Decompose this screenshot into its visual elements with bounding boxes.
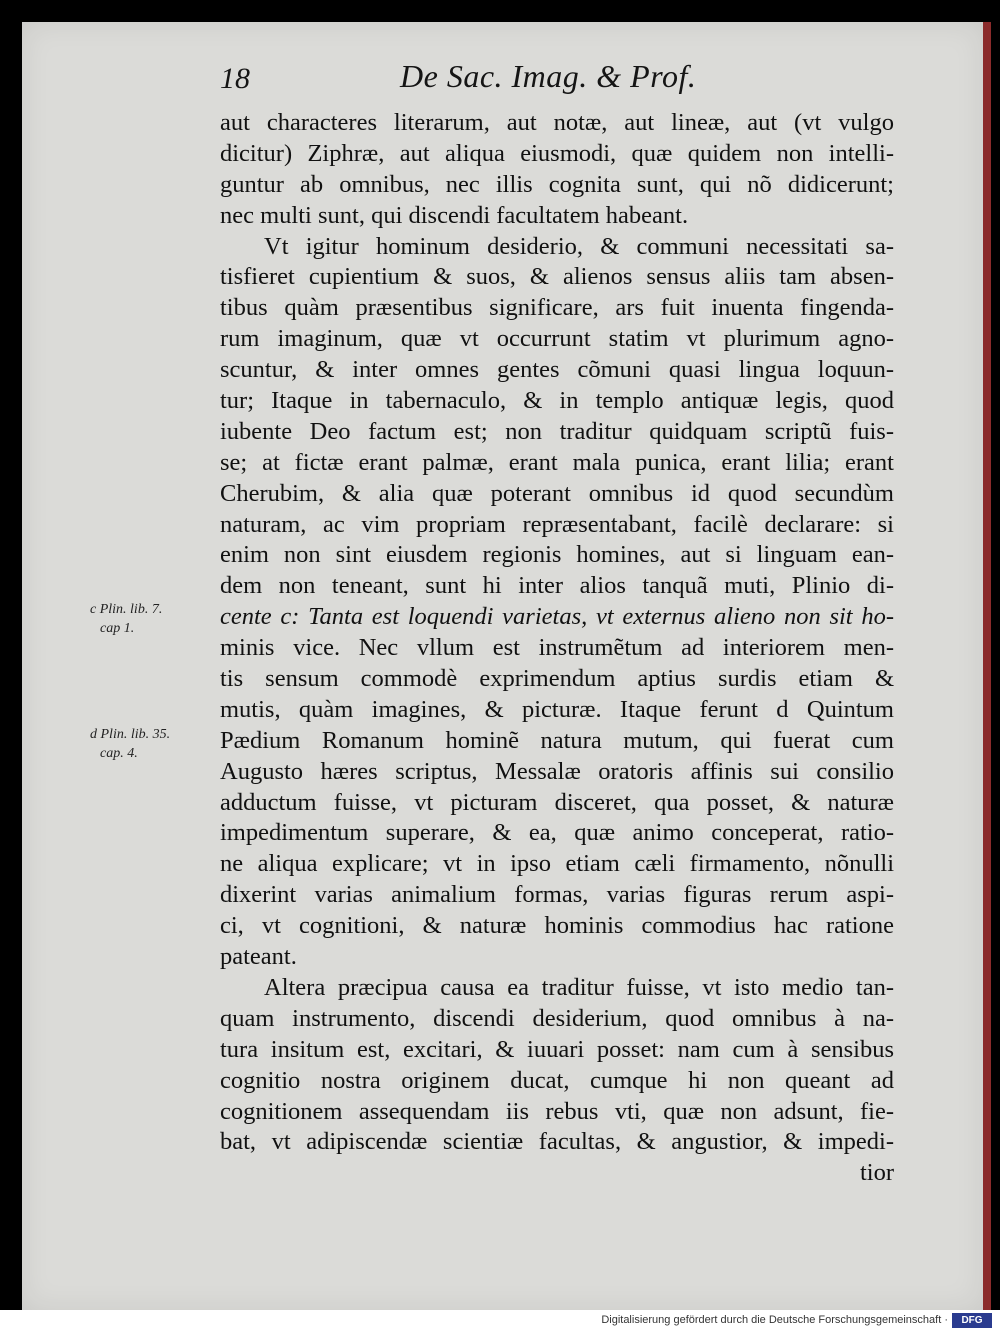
page-number: 18 <box>220 62 250 95</box>
margin-note-line: c Plin. lib. 7. <box>90 602 163 617</box>
text-line: dixerint varias animalium formas, varias figuras rerum aspi- <box>220 881 894 909</box>
margin-note-pliny-35 <box>90 725 170 763</box>
text-line-italic-quote: cente c: Tanta est loquendi varietas, vt externus alieno non sit ho- <box>220 603 894 631</box>
text-line: impedimentum superare, & ea, quæ animo conceperat, ratio- <box>220 819 894 847</box>
body-text <box>220 108 894 1189</box>
text-line: tura insitum est, excitari, & iuuari posset: nam cum à sensibus <box>220 1035 894 1063</box>
text-line: cognitionem assequendam iis rebus vti, quæ non adsunt, fie- <box>220 1097 894 1125</box>
text-line: iubente Deo factum est; non traditur quidquam scriptũ fuis- <box>220 417 894 445</box>
text-line: naturam, ac vim propriam repræsentabant, facilè declarare: si <box>220 510 894 538</box>
text-line: tur; Itaque in tabernaculo, & in templo antiquæ legis, quod <box>220 387 894 415</box>
text-line: tibus quàm præsentibus significare, ars fuit inuenta fingenda- <box>220 294 894 322</box>
text-line: Pædium Romanum hominẽ natura mutum, qui fuerat cum <box>220 726 894 754</box>
running-title: De Sac. Imag. & Prof. <box>400 58 697 94</box>
text-line: tis sensum commodè exprimendum aptius surdis etiam & <box>220 665 894 693</box>
text-line: tisfieret cupientium & suos, & alienos sensus aliis tam absen- <box>220 263 894 291</box>
text-line: mutis, quàm imagines, & picturæ. Itaque ferunt d Quintum <box>220 695 894 723</box>
text-line: se; at fictæ erant palmæ, erant mala punica, erant lilia; erant <box>220 448 894 476</box>
text-line: pateant. <box>220 943 297 971</box>
text-line: minis vice. Nec vllum est instrumẽtum ad interiorem men- <box>220 634 894 662</box>
text-line: enim non sint eiusdem regionis homines, aut si linguam ean- <box>220 541 894 569</box>
text-line: aut characteres literarum, aut notæ, aut lineæ, aut (vt vulgo <box>220 109 894 136</box>
text-line: Cherubim, & alia quæ poterant omnibus id quod secundùm <box>220 479 894 507</box>
text-line: Vt igitur hominum desiderio, & communi necessitati sa- <box>264 232 894 260</box>
running-head <box>22 22 983 102</box>
text-line: scuntur, & inter omnes gentes cõmuni quasi lingua loquun- <box>220 356 894 384</box>
margin-note-line: cap 1. <box>100 621 135 636</box>
book-page <box>22 22 983 1310</box>
margin-note-line: d Plin. lib. 35. <box>90 727 171 742</box>
dfg-logo: DFG <box>952 1313 992 1328</box>
page-edge <box>983 22 991 1310</box>
text-line: dicitur) Ziphræ, aut aliqua eiusmodi, quæ quidem non intelli- <box>220 139 894 167</box>
text-line: ci, vt cognitioni, & naturæ hominis commodius hac ratione <box>220 912 894 940</box>
margin-note-line: cap. 4. <box>100 746 138 761</box>
text-line: rum imaginum, quæ vt occurrunt statim vt plurimum agno- <box>220 325 894 353</box>
text-line: cognitio nostra originem ducat, cumque hi non queant ad <box>220 1066 894 1094</box>
text-line: bat, vt adipiscendæ scientiæ facultas, & angustior, & impedi- <box>220 1128 894 1156</box>
text-line: guntur ab omnibus, nec illis cognita sunt, qui nõ didicerunt; <box>220 170 894 198</box>
footer-bar <box>0 1310 1000 1332</box>
text-line: quam instrumento, discendi desiderium, quod omnibus à na- <box>220 1004 894 1032</box>
text-line: ne aliqua explicare; vt in ipso etiam cæli firmamento, nõnulli <box>220 850 894 878</box>
funding-credit: Digitalisierung gefördert durch die Deutsche Forschungsgemeinschaft · <box>601 1314 948 1326</box>
text-line: Augusto hæres scriptus, Messalæ oratoris affinis sui consilio <box>220 757 894 785</box>
text-line: nec multi sunt, qui discendi facultatem habeant. <box>220 201 689 229</box>
text-line: adductum fuisse, vt picturam disceret, qua posset, & naturæ <box>220 788 894 816</box>
text-line: Altera præcipua causa ea traditur fuisse, vt isto medio tan- <box>264 973 894 1001</box>
margin-note-pliny-7 <box>90 600 162 638</box>
catchword: tior <box>859 1159 894 1187</box>
text-line: dem non teneant, sunt hi inter alios tanquã muti, Plinio di- <box>220 572 894 600</box>
